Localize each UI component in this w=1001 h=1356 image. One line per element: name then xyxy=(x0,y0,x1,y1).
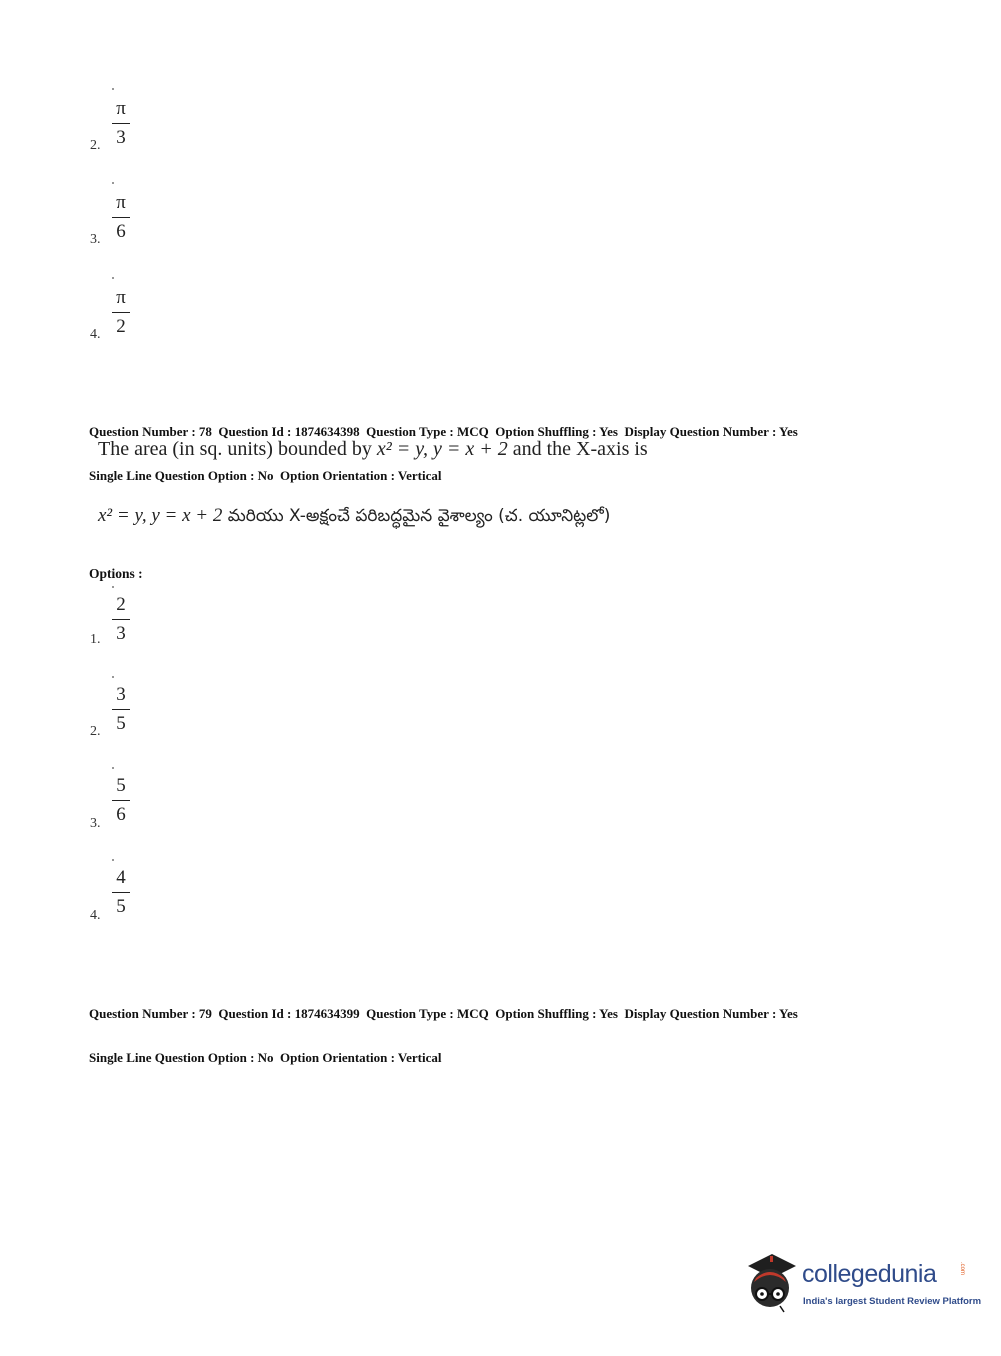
equation: x² = y, y = x + 2 xyxy=(376,438,508,460)
fraction: π 2 xyxy=(110,287,132,338)
fraction: 3 5 xyxy=(110,684,132,735)
question-78-english: The area (in sq. units) bounded by x² = y, y = x + 2 and the X-axis is xyxy=(98,438,648,460)
option-number: 3. xyxy=(90,232,101,247)
option-number: 1. xyxy=(90,632,101,647)
option-number: 4. xyxy=(90,908,101,923)
option-1[interactable] xyxy=(90,594,150,654)
option-number: 3. xyxy=(90,816,101,831)
fraction: 4 5 xyxy=(110,867,132,918)
fraction: 2 3 xyxy=(110,594,132,645)
fraction: 5 6 xyxy=(110,775,132,826)
option-4[interactable] xyxy=(90,867,150,927)
logo-com: .com xyxy=(959,1262,965,1276)
question-78-telugu: x² = y, y = x + 2 మరియు X-అక్షంచే పరిబద్ధమైన వైశాల్యం (చ. యూనిట్లలో) xyxy=(98,505,611,526)
collegedunia-logo xyxy=(740,1248,982,1318)
option-2[interactable] xyxy=(90,98,150,158)
meta-line-1: Question Number : 78 Question Id : 1874634398 Question Type : MCQ Option Shuffling : Yes Display Question Number : Yes xyxy=(89,424,798,439)
logo-tagline: India's largest Student Review Platform xyxy=(803,1296,982,1307)
option-2[interactable] xyxy=(90,684,150,744)
option-3[interactable] xyxy=(90,775,150,835)
question-79-meta xyxy=(89,978,798,1080)
logo-wordmark: collegedunia xyxy=(802,1260,937,1288)
option-number: 2. xyxy=(90,724,101,739)
meta-line-2: Single Line Question Option : No Option Orientation : Vertical xyxy=(89,1049,442,1065)
equation: x² = y, y = x + 2 xyxy=(98,505,223,526)
option-3[interactable] xyxy=(90,192,150,252)
fraction: π 3 xyxy=(110,98,132,149)
mascot-icon xyxy=(740,1248,802,1314)
option-number: 2. xyxy=(90,138,101,153)
fraction: π 6 xyxy=(110,192,132,243)
option-4[interactable] xyxy=(90,287,150,347)
meta-line-2: Single Line Question Option : No Option Orientation : Vertical xyxy=(89,467,442,483)
meta-line-1: Question Number : 79 Question Id : 1874634399 Question Type : MCQ Option Shuffling : Yes Display Question Number : Yes xyxy=(89,1006,798,1021)
options-label: Options : xyxy=(89,566,143,581)
option-number: 4. xyxy=(90,327,101,342)
